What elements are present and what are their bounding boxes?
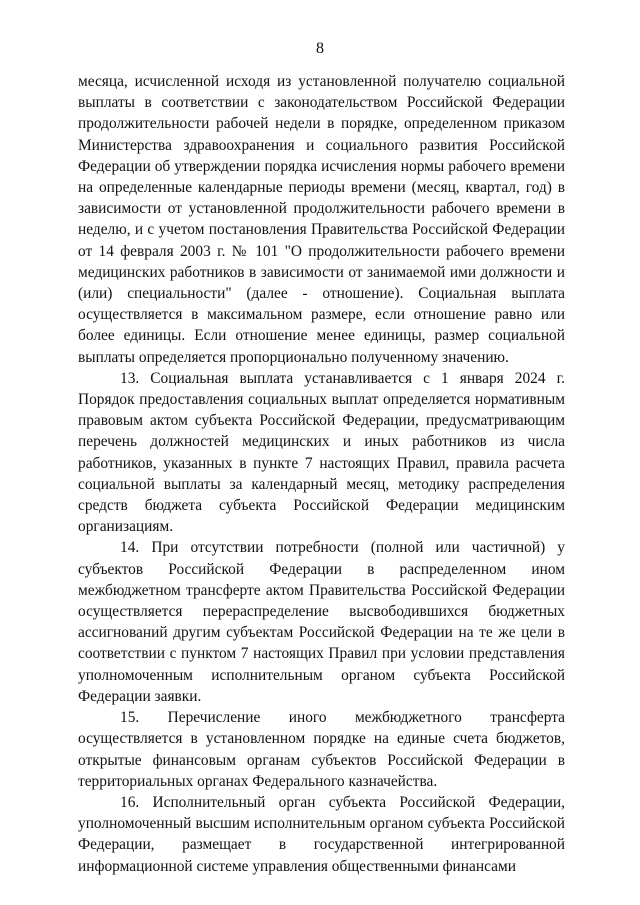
paragraph-14: 14. При отсутствии потребности (полной или частичной) у субъектов Российской Федерации в распределенном ином межбюджетном трансферте актом Правительства Российской Федерации осуществляется перераспределение высвободившихся бюджетных ассигнований другим субъектам Российской Федерации на те же цели в соответствии с пунктом 7 настоящих Правил при условии представления уполномоченным исполнительным органом субъекта Российской Федерации заявки. bbox=[78, 539, 565, 705]
paragraph-13: 13. Социальная выплата устанавливается с 1 января 2024 г. Порядок предоставления социальных выплат определяется нормативным правовым актом субъекта Российской Федерации, предусматривающим перечень должностей медицинских и иных работников из числа работников, указанных в пункте 7 настоящих Правил, правила расчета социальной выплаты за календарный месяц, методику распределения средств бюджета субъекта Российской Федерации медицинским организациям. bbox=[78, 369, 565, 536]
paragraph-16: 16. Исполнительный орган субъекта Российской Федерации, уполномоченный высшим исполнительным органом субъекта Российской Федерации, размещает в государственной интегрированной информационной системе управления общественными финансами bbox=[78, 793, 565, 875]
document-body bbox=[78, 71, 565, 877]
page-number: 8 bbox=[316, 40, 324, 57]
paragraph-15: 15. Перечисление иного межбюджетного трансферта осуществляется в установленном порядке на единые счета бюджетов, открытые финансовым органам субъектов Российской Федерации в территориальных органах Федерального казначейства. bbox=[78, 709, 565, 790]
paragraph-continuation: месяца, исчисленной исходя из установленной получателю социальной выплаты в соответствии с законодательством Российской Федерации продолжительности рабочей недели в порядке, определенном приказом Министерства здравоохранения и социального развития Российской Федерации об утверждении порядка исчисления нормы рабочего времени на определенные календарные периоды времени (месяц, квартал, год) в зависимости от установленной продолжительности рабочего времени в неделю, и с учетом постановления Правительства Российской Федерации от 14 февраля 2003 г. № 101 "О продолжительности рабочего времени медицинских работников в зависимости от занимаемой ими должности и (или) специальности" (далее - отношение). Социальная выплата осуществляется в максимальном размере, если отношение равно или более единицы. Если отношение менее единицы, размер социальной выплаты определяется пропорционально полученному значению. bbox=[78, 73, 565, 366]
